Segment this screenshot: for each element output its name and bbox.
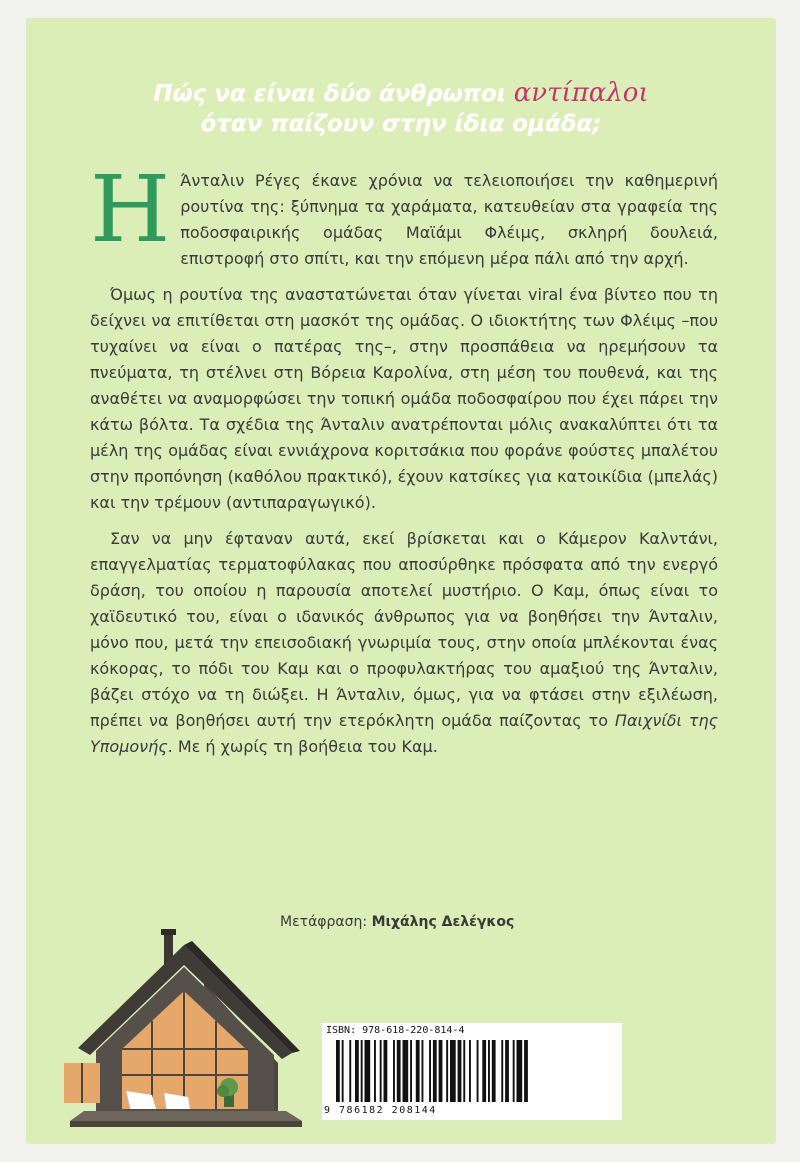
barcode-bar [524,1040,528,1102]
barcode-bar [403,1040,409,1102]
barcode-bar [517,1040,523,1102]
translator-label: Μετάφραση: [280,914,368,930]
translator-name: Μιχάλης Δελέγκος [371,914,515,930]
tagline [26,78,776,139]
barcode-bar [477,1040,479,1102]
barcode-icon [332,1040,612,1104]
tagline-line-2: όταν παίζουν στην ίδια ομάδα; [200,111,602,137]
isbn-label: ISBN: 978-618-220-814-4 [326,1025,465,1036]
barcode-bar [463,1040,465,1102]
cabin-illustration-icon [56,923,316,1133]
barcode-bar [410,1040,412,1102]
book-title-italic: Παιχνίδι της Υπομονής [90,711,719,756]
barcode-bar [492,1040,496,1102]
barcode-bar [336,1040,340,1102]
barcode-bar [349,1040,351,1102]
barcode-digits: 9 786182 208144 [324,1105,437,1116]
blurb-paragraph-1-text: Άνταλιν Ρέγες έκανε χρόνια να τελειοποιήσει την καθημερινή ρουτίνα της: ξύπνημα τα χαράματα, κατευθείαν στα γραφεία της ποδοσφαιρικής ομάδας Μαϊάμι Φλέιμς, σκληρή δουλειά, επιστροφή στο σπίτι, και την επόμενη μέρα πάλι από την αρχή. [180,171,718,268]
barcode-bar [488,1040,490,1102]
barcode-bar [433,1040,437,1102]
barcode-bar [342,1040,344,1102]
barcode-bar [384,1040,388,1102]
barcode-bar [380,1040,382,1102]
tagline-line-1 [26,78,776,109]
blurb-paragraph-3 [90,526,718,760]
barcode-bar [450,1040,456,1102]
barcode-bar [513,1040,515,1102]
barcode-bar [422,1040,424,1102]
barcode-bar [501,1040,503,1102]
barcode-bar [458,1040,462,1102]
blurb-paragraph-3-text: Σαν να μην έφταναν αυτά, εκεί βρίσκεται και ο Κάμερον Καλντάνι, επαγγελματίας τερματοφύλακας που αποσύρθηκε πρόσφατα από την ενεργό δράση, του οποίου η παρουσία αποτελεί μυστήριο. Ο Καμ, όπως είναι το χαϊδευτικό του, είναι ο ιδανικός άνθρωπος για να βοηθήσει την Άνταλιν, μόνο που, μετά την επεισοδιακή γνωριμία τους, στην οποία μπλέκονται ένας κόκορας, το πόδι του Καμ και ο προφυλακτήρας του αμαξιού της Άνταλιν, βάζει στόχο να τη διώξει. Η Άνταλιν, όμως, για να φτάσει στην εξιλέωση, πρέπει να βοηθήσει αυτή την ετερόκλητη ομάδα παίζοντας το [90,529,718,730]
barcode-bar [361,1040,363,1102]
back-cover [26,18,776,1144]
drop-cap: Η [90,156,171,263]
blurb [90,156,719,770]
blurb-paragraph-2: Όμως η ρουτίνα της αναστατώνεται όταν γίνεται viral ένα βίντεο που τη δείχνει να επιτίθεται στη μασκότ της ομάδας. Ο ιδιοκτήτης των Φλέιμς –που τυχαίνει να είναι ο πατέρας της–, στην προσπάθεια να ηρεμήσουν τα πνεύματα, τη στέλνει στη Βόρεια Καρολίνα, στη μέση του πουθενά, και της αναθέτει να αναμορφώσει την τοπική ομάδα ποδοσφαίρου που έχει πάρει την κάτω βόλτα. Τα σχέδια της Άνταλιν ανατρέπονται μόλις ανακαλύπτει ότι τα μέλη της ομάδας είναι εννιάχρονα κοριτσάκια που φοράνε φούστες μπαλέτου στην προπόνηση (καθόλου πρακτικό), έχουν κατσίκες για κατοικίδια (μπελάς) και την τρέμουν (αντιπαραγωγικό). [90,285,718,512]
barcode-bar [429,1040,431,1102]
barcode-bar [439,1040,443,1102]
barcode-bar [446,1040,448,1102]
blurb-paragraph-1 [90,156,718,272]
barcode-bar [505,1040,509,1102]
barcode-bar [374,1040,376,1102]
blurb-paragraph-3-end: . Με ή χωρίς τη βοήθεια του Καμ. [167,737,438,756]
barcode-bar [416,1040,420,1102]
barcode-bar [365,1040,371,1102]
tagline-line-1-text: Πώς να είναι δύο άνθρωποι [153,81,506,107]
isbn-barcode-box [322,1023,622,1120]
tagline-accent-word: αντίπαλοι [513,78,649,108]
barcode-bar [393,1040,395,1102]
barcode-bar [355,1040,359,1102]
barcode-bar [469,1040,471,1102]
barcode-bar [482,1040,486,1102]
barcode-bar [397,1040,401,1102]
